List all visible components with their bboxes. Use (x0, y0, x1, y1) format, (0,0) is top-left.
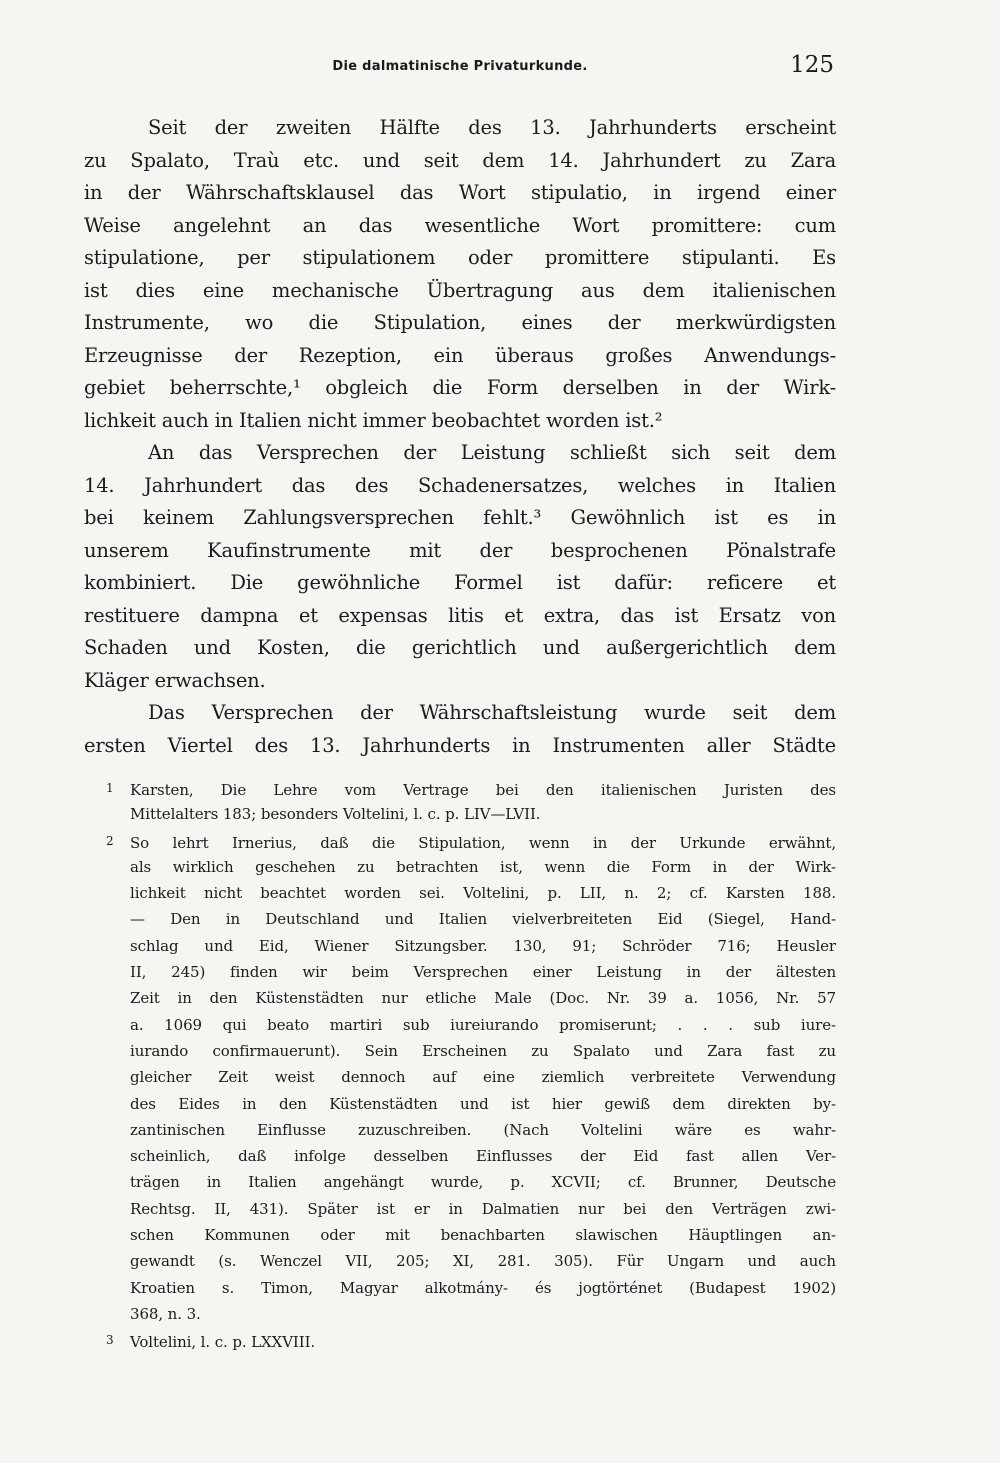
footnotes (84, 775, 836, 1354)
text-line: An das Versprechen der Leistung schließt sich seit dem (148, 441, 836, 464)
footnote-line: So lehrt Irnerius, daß die Stipulation, wenn in der Urkunde erwähnt, (130, 833, 836, 852)
footnote-line: — Den in Deutschland und Italien vielverbreiteten Eid (Siegel, Hand- (130, 910, 836, 929)
footnote-line: II, 245) finden wir beim Versprechen einer Leistung in der ältesten (130, 963, 836, 982)
text-line: unserem Kaufinstrumente mit der besprochenen Pönalstrafe (84, 538, 836, 562)
text-line: 14. Jahrhundert das des Schadenersatzes, welches in Italien (84, 473, 836, 497)
footnote-line: schen Kommunen oder mit benachbarten slawischen Häuptlingen an- (130, 1226, 836, 1245)
footnote-1 (84, 775, 836, 828)
footnote-line: trägen in Italien angehängt wurde, p. XCVII; cf. Brunner, Deutsche (130, 1173, 836, 1192)
footnote-line: des Eides in den Küstenstädten und ist hier gewiß dem direkten by- (130, 1094, 836, 1113)
footnote-line: 368, n. 3. (130, 1304, 201, 1323)
footnote-line: iurando confirmauerunt). Sein Erscheinen zu Spalato und Zara fast zu (130, 1041, 836, 1060)
text-line: Das Versprechen der Währschaftsleistung wurde seit dem (148, 701, 836, 724)
footnote-line: gewandt (s. Wenczel VII, 205; XI, 281. 305). Für Ungarn und auch (130, 1252, 836, 1271)
text-line: Schaden und Kosten, die gerichtlich und außergerichtlich dem (84, 636, 836, 659)
main-text (84, 112, 836, 762)
text-line: bei keinem Zahlungsversprechen fehlt.³ Gewöhnlich ist es in (84, 506, 836, 529)
text-line: gebiet beherrschte,¹ obgleich die Form derselben in der Wirk- (84, 376, 836, 399)
footnote-marker: 2 (106, 833, 114, 848)
running-title: Die dalmatinische Privaturkunde. (332, 59, 588, 74)
footnote-line: Voltelini, l. c. p. LXXVIII. (130, 1333, 316, 1352)
footnote-line: zantinischen Einflusse zuzuschreiben. (Nach Voltelini wäre es wahr- (130, 1120, 836, 1139)
text-line: in der Währschaftsklausel das Wort stipulatio, in irgend einer (84, 181, 836, 204)
footnote-2 (84, 828, 836, 1328)
text-line: restituere dampna et expensas litis et extra, das ist Ersatz von (84, 603, 836, 627)
footnote-3 (84, 1327, 836, 1353)
footnote-line: Mittelalters 183; besonders Voltelini, l. c. p. LIV—LVII. (130, 805, 541, 824)
text-line: lichkeit auch in Italien nicht immer beobachtet worden ist.² (84, 408, 663, 432)
running-head (84, 52, 836, 82)
text-line: Seit der zweiten Hälfte des 13. Jahrhunderts erscheint (148, 116, 836, 139)
footnote-marker: 1 (106, 781, 114, 795)
text-line: zu Spalato, Traù etc. und seit dem 14. Jahrhundert zu Zara (84, 148, 836, 172)
footnote-line: a. 1069 qui beato martiri sub iureiurando promiserunt; . . . sub iure- (130, 1015, 836, 1034)
footnote-line: lichkeit nicht beachtet worden sei. Voltelini, p. LII, n. 2; cf. Karsten 188. (130, 884, 836, 903)
footnote-line: scheinlich, daß infolge desselben Einflusses der Eid fast allen Ver- (130, 1147, 836, 1166)
footnote-line: gleicher Zeit weist dennoch auf eine ziemlich verbreitete Verwendung (130, 1068, 836, 1087)
text-line: Kläger erwachsen. (84, 668, 266, 692)
footnote-line: Zeit in den Küstenstädten nur etliche Male (Doc. Nr. 39 a. 1056, Nr. 57 (130, 989, 836, 1008)
text-line: ist dies eine mechanische Übertragung aus dem italienischen (84, 278, 836, 302)
text-line: Instrumente, wo die Stipulation, eines der merkwürdigsten (84, 311, 836, 334)
text-line: stipulatione, per stipulationem oder promittere stipulanti. Es (84, 246, 836, 269)
footnote-line: schlag und Eid, Wiener Sitzungsber. 130, 91; Schröder 716; Heusler (130, 936, 836, 955)
text-line: Weise angelehnt an das wesentliche Wort promittere: cum (84, 213, 836, 237)
footnote-line: Rechtsg. II, 431). Später ist er in Dalmatien nur bei den Verträgen zwi- (130, 1199, 836, 1218)
text-line: Erzeugnisse der Rezeption, ein überaus großes Anwendungs- (84, 343, 836, 367)
footnote-line: als wirklich geschehen zu betrachten ist, wenn die Form in der Wirk- (130, 857, 836, 876)
text-line: ersten Viertel des 13. Jahrhunderts in Instrumenten aller Städte (84, 733, 836, 757)
footnote-marker: 3 (106, 1333, 114, 1348)
text-line: kombiniert. Die gewöhnliche Formel ist dafür: reficere et (84, 571, 836, 594)
footnote-line: Karsten, Die Lehre vom Vertrage bei den italienischen Juristen des (130, 781, 836, 799)
page-number: 125 (790, 52, 834, 78)
footnote-line: Kroatien s. Timon, Magyar alkotmány- és jogtörténet (Budapest 1902) (130, 1278, 836, 1297)
